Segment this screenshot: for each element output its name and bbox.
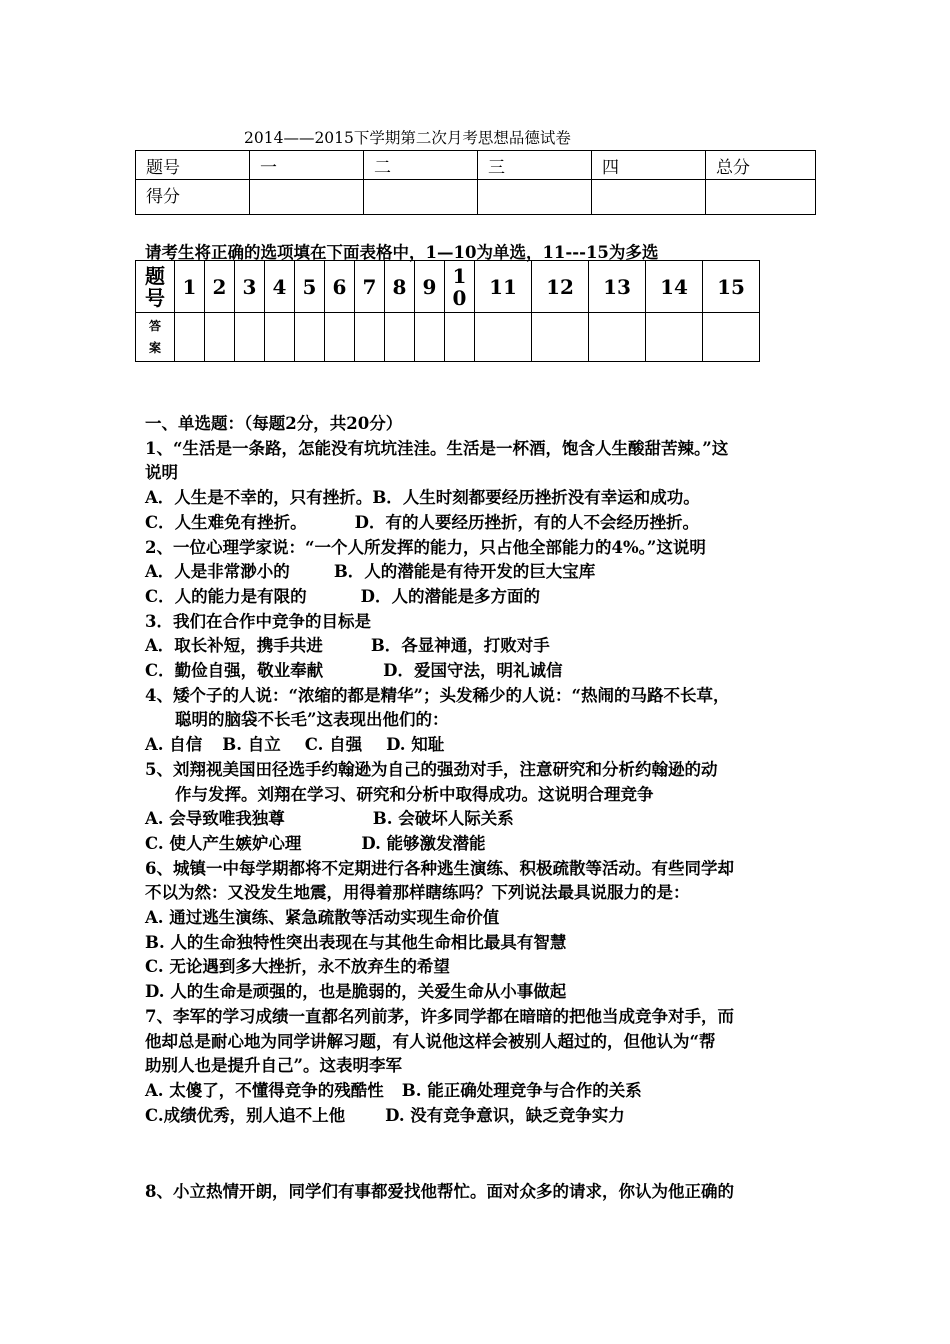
- question-1-stem-cont: 说明: [145, 463, 178, 483]
- question-6-stem-cont: 不以为然：又没发生地震，用得着那样瞎练吗？下列说法最具说服力的是：: [145, 883, 690, 903]
- question-number-12: 12: [532, 261, 589, 313]
- answer-blank-11[interactable]: [475, 313, 532, 362]
- option-c: C．人的能力是有限的: [145, 586, 307, 606]
- label-char: 号: [145, 285, 165, 310]
- answer-blank-10[interactable]: [445, 313, 475, 362]
- option-d: D. 能够激发潜能: [361, 833, 486, 853]
- answer-blank-12[interactable]: [532, 313, 589, 362]
- answer-blank-7[interactable]: [355, 313, 385, 362]
- answer-blank-14[interactable]: [646, 313, 703, 362]
- option-b: B．各显神通，打败对手: [370, 636, 550, 656]
- score-cell-section-4: 四: [592, 151, 706, 180]
- option-d: D．人的潜能是多方面的: [360, 586, 540, 606]
- digit: 1: [452, 263, 467, 288]
- question-1-options-cd: [145, 511, 815, 536]
- option-a: A. 自信: [145, 735, 203, 755]
- question-number-15: 15: [703, 261, 760, 313]
- option-c: C．勤俭自强，敬业奉献: [145, 661, 324, 681]
- section-heading: 一、单选题：（每题2分，共20分）: [145, 414, 403, 433]
- option-a: A. 太傻了，不懂得竞争的残酷性: [145, 1080, 384, 1100]
- question-4-stem: 4、矮个子的人说：“浓缩的都是精华”；头发稀少的人说：“热闹的马路不长草，: [145, 685, 730, 705]
- question-number-6: 6: [325, 261, 355, 313]
- digit: 0: [452, 285, 467, 310]
- answer-row-label-number: [136, 261, 175, 313]
- question-4-stem-cont: 聪明的脑袋不长毛”这表现出他们的：: [175, 710, 449, 730]
- answer-blank-1[interactable]: [175, 313, 205, 362]
- score-table: [135, 150, 816, 215]
- option-c: C.成绩优秀，别人追不上他: [145, 1105, 346, 1125]
- option-c: C. 自强: [304, 735, 363, 755]
- answer-table-answer-row: [136, 313, 760, 362]
- score-cell-question-label: 题号: [136, 151, 250, 180]
- question-number-1: 1: [175, 261, 205, 313]
- label-char: 答: [148, 319, 161, 333]
- question-7-stem-cont2: 助别人也是提升自己”。这表明李军: [145, 1056, 402, 1076]
- question-number-2: 2: [205, 261, 235, 313]
- score-cell-score-label: 得分: [136, 180, 250, 215]
- question-section: [145, 412, 815, 1205]
- question-2-options-ab: [145, 560, 815, 585]
- page-title: 2014——2015下学期第二次月考思想品德试卷: [244, 129, 571, 147]
- answer-row-label-answer: [136, 313, 175, 362]
- option-a: A．人是非常渺小的: [145, 562, 290, 582]
- question-7-options-ab: [145, 1079, 815, 1104]
- answer-blank-8[interactable]: [385, 313, 415, 362]
- score-blank-1[interactable]: [250, 180, 364, 215]
- question-6-option-c: C. 无论遇到多大挫折，永不放弃生的希望: [145, 957, 450, 977]
- question-number-8: 8: [385, 261, 415, 313]
- answer-blank-9[interactable]: [415, 313, 445, 362]
- option-a: A. 会导致唯我独尊: [145, 809, 285, 829]
- option-c: C．人生难免有挫折。: [145, 512, 307, 532]
- score-table-header-row: [136, 151, 816, 180]
- label-char: 题: [145, 263, 165, 288]
- question-2-stem: 2、一位心理学家说：“一个人所发挥的能力，只占他全部能力的4%。”这说明: [145, 537, 706, 557]
- question-7-stem-cont: 他却总是耐心地为同学讲解习题，有人说他这样会被别人超过的，但他认为“帮: [145, 1031, 716, 1051]
- score-blank-4[interactable]: [592, 180, 706, 215]
- score-cell-section-2: 二: [364, 151, 478, 180]
- answer-table: [135, 260, 760, 362]
- question-number-11: 11: [475, 261, 532, 313]
- score-cell-section-3: 三: [478, 151, 592, 180]
- option-b: B．人的潜能是有待开发的巨大宝库: [333, 562, 596, 582]
- label-char: 案: [148, 341, 161, 355]
- question-2-options-cd: [145, 585, 815, 610]
- score-cell-total: 总分: [706, 151, 816, 180]
- answer-instruction: 请考生将正确的选项填在下面表格中，1—10为单选，11---15为多选: [145, 243, 659, 262]
- question-4-options: [145, 733, 815, 758]
- question-number-10: [445, 261, 475, 313]
- option-d: D．爱国守法，明礼诚信: [383, 661, 563, 681]
- question-5-stem: 5、刘翔视美国田径选手约翰逊为自己的强劲对手，注意研究和分析约翰逊的动: [145, 759, 718, 779]
- question-5-options-cd: [145, 832, 815, 857]
- question-3-stem: 3．我们在合作中竞争的目标是: [145, 611, 371, 631]
- question-6-option-d: D. 人的生命是顽强的，也是脆弱的，关爱生命从小事做起: [145, 982, 567, 1002]
- answer-blank-3[interactable]: [235, 313, 265, 362]
- question-6-option-a: A. 通过逃生演练、紧急疏散等活动实现生命价值: [145, 908, 500, 928]
- option-a: A．人生是不幸的，只有挫折。: [145, 488, 373, 508]
- option-b: B. 会破坏人际关系: [372, 809, 514, 829]
- question-6-stem: 6、城镇一中每学期都将不定期进行各种逃生演练、积极疏散等活动。有些同学却: [145, 858, 734, 878]
- answer-table-number-row: [136, 261, 760, 313]
- answer-blank-2[interactable]: [205, 313, 235, 362]
- answer-blank-15[interactable]: [703, 313, 760, 362]
- answer-blank-13[interactable]: [589, 313, 646, 362]
- answer-blank-4[interactable]: [265, 313, 295, 362]
- question-number-7: 7: [355, 261, 385, 313]
- question-5-stem-cont: 作与发挥。刘翔在学习、研究和分析中取得成功。这说明合理竞争: [175, 784, 654, 804]
- question-5-options-ab: [145, 807, 815, 832]
- score-cell-section-1: 一: [250, 151, 364, 180]
- option-c: C. 使人产生嫉妒心理: [145, 833, 302, 853]
- question-number-14: 14: [646, 261, 703, 313]
- option-d: D. 知耻: [386, 735, 445, 755]
- option-a: A．取长补短，携手共进: [145, 636, 323, 656]
- question-number-9: 9: [415, 261, 445, 313]
- score-blank-total[interactable]: [706, 180, 816, 215]
- score-blank-3[interactable]: [478, 180, 592, 215]
- option-d: D．有的人要经历挫折，有的人不会经历挫折。: [354, 512, 699, 532]
- question-6-option-b: B. 人的生命独特性突出表现在与其他生命相比最具有智慧: [145, 932, 567, 952]
- option-b: B. 自立: [222, 735, 281, 755]
- question-7-options-cd: [145, 1104, 815, 1129]
- option-b: B．人生时刻都要经历挫折没有幸运和成功。: [372, 488, 700, 508]
- question-number-4: 4: [265, 261, 295, 313]
- question-1-options-ab: [145, 486, 815, 511]
- question-number-5: 5: [295, 261, 325, 313]
- question-number-3: 3: [235, 261, 265, 313]
- question-3-options-cd: [145, 659, 815, 684]
- spacer: [145, 1128, 815, 1180]
- score-table-score-row: [136, 180, 816, 215]
- question-1-stem: 1、“生活是一条路，怎能没有坑坑洼洼。生活是一杯酒，饱含人生酸甜苦辣。”这: [145, 438, 729, 458]
- question-number-13: 13: [589, 261, 646, 313]
- question-7-stem: 7、李军的学习成绩一直都名列前茅，许多同学都在暗暗的把他当成竞争对手，而: [145, 1006, 734, 1026]
- option-b: B. 能正确处理竞争与合作的关系: [401, 1080, 642, 1100]
- answer-blank-5[interactable]: [295, 313, 325, 362]
- option-d: D. 没有竞争意识，缺乏竞争实力: [385, 1105, 625, 1125]
- answer-blank-6[interactable]: [325, 313, 355, 362]
- question-3-options-ab: [145, 634, 815, 659]
- question-8-stem: 8、小立热情开朗，同学们有事都爱找他帮忙。面对众多的请求，你认为他正确的: [145, 1182, 734, 1202]
- score-blank-2[interactable]: [364, 180, 478, 215]
